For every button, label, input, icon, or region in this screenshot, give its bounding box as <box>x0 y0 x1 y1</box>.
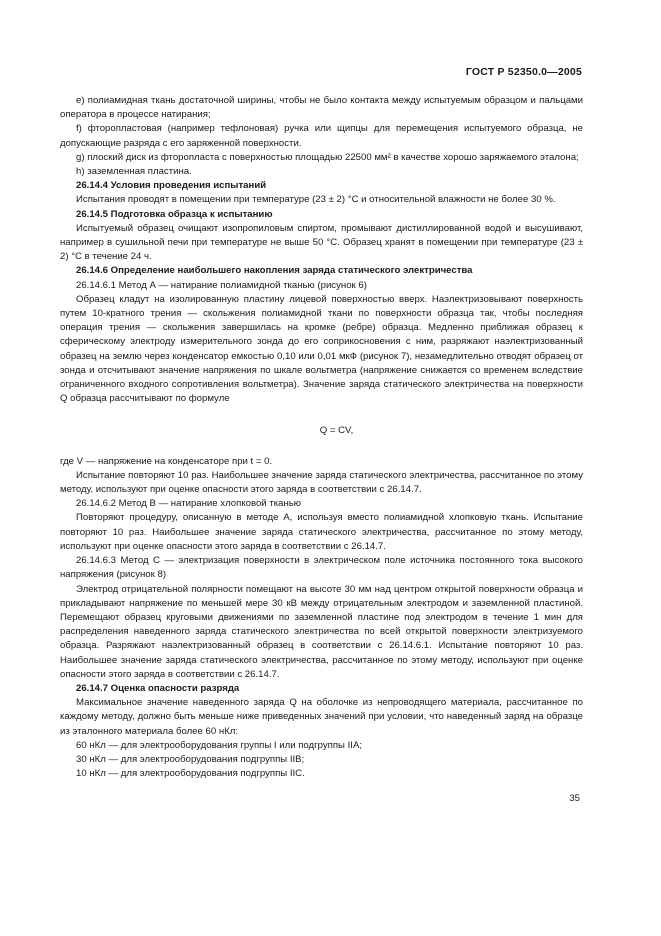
paragraph: Повторяют процедуру, описанную в методе А, используя вместо полиамидной хлопковую ткань. Испытание повторяют 10 раз. Наибольшее значение заряда статического электричества, рассчитанное по этому методу, используют при оценке опасности этого заряда в соответствии с 26.14.7. <box>60 512 583 552</box>
paragraph: Испытуемый образец очищают изопропиловым спиртом, промывают дистиллированной водой и высушивают, например в сушильной печи при температуре не выше 50 °С. Образец хранят в помещении при температуре (23 ± 2) °С в течение 24 ч. <box>60 222 583 263</box>
subsection-heading-26-14-6-3: 26.14.6.3 Метод С — электризация поверхности в электрическом поле источника постоянного тока высокого напряжения (рисунок 8) <box>60 555 583 581</box>
paragraph: Испытания проводят в помещении при температуре (23 ± 2) °С и относительной влажности не более 30 %. <box>76 194 556 206</box>
paragraph: Образец кладут на изолированную пластину лицевой поверхностью вверх. Наэлектризовывают поверхность путем 10-кратного трения — скольжения полиамидной ткани по поверхности образца так, чтобы последняя операция трения — скольжения завершилась на кромке (ребре) образца. Медленно приближая образец к сферическому электроду измерительного зонда до его соприкосновения с ним, разряжают наэлектризованный образец на землю через конденсатор емкостью 0,10 или 0,01 мкФ (рисунок 7), незамедлительно отводят образец от зонда и отсчитывают значение напряжения по шкале вольтметра (напряжение снижается со временем вследствие ограниченного входного сопротивления вольтметра). Значение заряда статического электричества на поверхности Q образца рассчитывают по формуле <box>60 293 583 405</box>
document-body <box>60 94 583 781</box>
list-item-e: e) полиамидная ткань достаточной ширины, чтобы не было контакта между испытуемым образцом и пальцами оператора в процессе натирания; <box>60 95 583 121</box>
formula: Q = CV, <box>319 425 354 437</box>
section-heading-26-14-7: 26.14.7 Оценка опасности разряда <box>76 682 240 694</box>
list-item: 30 нКл — для электрооборудования подгруппы IIB; <box>76 753 305 765</box>
section-heading-26-14-4: 26.14.4 Условия проведения испытаний <box>76 180 267 192</box>
section-heading-26-14-6: 26.14.6 Определение наибольшего накопления заряда статического электричества <box>76 265 473 277</box>
section-heading-26-14-5: 26.14.5 Подготовка образца к испытанию <box>76 208 273 220</box>
paragraph: где V — напряжение на конденсаторе при t = 0. <box>60 455 273 467</box>
subsection-heading-26-14-6-1: 26.14.6.1 Метод А — натирание полиамидной тканью (рисунок 6) <box>76 279 367 291</box>
page-number: 35 <box>569 793 580 804</box>
list-item-f: f) фторопластовая (например тефлоновая) ручка или щипцы для перемещения испытуемого образца, не допускающие разряда с его заряженной поверхности. <box>60 123 583 149</box>
list-item-h: h) заземленная пластина. <box>76 166 192 178</box>
list-item: 10 нКл — для электрооборудования подгруппы IIC. <box>76 768 305 780</box>
list-item: 60 нКл — для электрооборудования группы I или подгруппы IIA; <box>76 739 363 751</box>
paragraph: Максимальное значение наведенного заряда Q на оболочке из непроводящего материала, рассчитанное по каждому методу, должно быть меньше ниже приведенных значений при условии, что наведенный заряд на образце из эталонного материала более 60 нКл: <box>60 697 583 737</box>
subsection-heading-26-14-6-2: 26.14.6.2 Метод В — натирание хлопковой тканью <box>76 498 301 510</box>
document-header: ГОСТ Р 52350.0—2005 <box>465 66 582 78</box>
paragraph: Электрод отрицательной полярности помещают на высоте 30 мм над центром открытой поверхности образца и прикладывают напряжение по меньшей мере 30 кВ между отрицательным электродом и заземленной пластиной. Перемещают образец круговыми движениями по заземленной пластине под электродом в течение 1 мин для распределения наведенного заряда статического электричества по всей открытой поверхности электризуемого образца. Разряжают наэлектризованный образец в соответствии с 26.14.6.1. Испытание повторяют 10 раз. Наибольшее значение заряда статического электричества, рассчитанное по этому методу, используют при оценке опасности этого заряда в соответствии с 26.14.7. <box>60 583 583 680</box>
paragraph: Испытание повторяют 10 раз. Наибольшее значение заряда статического электричества, рассчитанное по этому методу, используют при оценке опасности этого заряда в соответствии с 26.14.7. <box>60 469 583 496</box>
list-item-g: g) плоский диск из фторопласта с поверхностью площадью 22500 мм² в качестве хорошо заряжаемого эталона; <box>76 151 579 163</box>
